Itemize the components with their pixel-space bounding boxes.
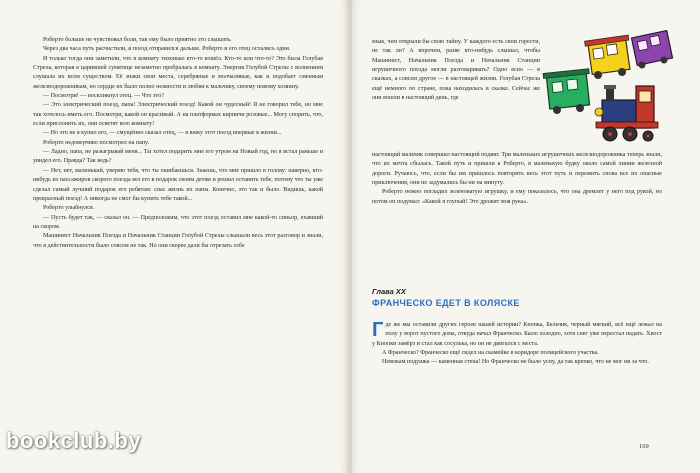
left-paragraph: — Посмотри! — воскликнул отец. — Что это? — [43, 93, 164, 100]
right-paragraph: настоящий мальчик совершил настоящий подвиг. Три маленьких игрушечных железнодорожника теперь знали, что их мечта сбылась. Такой путь и пришли к Роберто, в маленькую будку около самой линии железной дороги. Ручаюсь, что, если бы им пришлось повторить весь этот путь и пережить снова все их опасные приключения, они не задумались бы ни на минуту. — [372, 152, 662, 187]
left-paragraph: Машинист Начальник Поезда и Начальник Станции Голубой Стрелы слышали весь этот разговор и знали, что в действительности было совсем не так. Но они скорее дали бы отрезать себе — [33, 233, 323, 249]
page-number: 169 — [639, 443, 649, 450]
right-paragraph: Роберто нежно погладил зеленоватую игрушку, и ему показалось, что она дремлет у него под рукой, но потом он подумал: «Какой я глупый! Это дрожит моя рука». — [372, 189, 662, 205]
left-paragraph: Роберто недоверчиво посмотрел на папу. — [43, 139, 149, 146]
left-paragraph: — Это электрический поезд, папа! Электрический поезд! Какой он чудесный! Я не говорил тебе, но мне так хотелось иметь его. Посмотри, какой он красивый. А на платформах кирпичи розовые... Могу спорить, что, если прислонить их, они осветят всю комнату! — [33, 102, 323, 128]
left-paragraph: Роберто улыбнулся. — [43, 205, 95, 212]
left-paragraph: — Нет, нет, маленький, уверяю тебя, что ты ошибаешься. Знаешь, что мне пришло в голову: наверно, кто-нибудь из пассажиров скорого поезда вез его в подарок своим детям и решил оставить тебе, потому что ты уже сделал самый лучший подарок его ребятам: спас жизнь их папы. Конечно, это так и было. Видишь, какой прекрасный поезд! А никогда не смог бы купить тебе такой... — [33, 167, 323, 202]
right-middle-text — [372, 151, 662, 207]
chapter-title: ФРАНЧЕСКО ЕДЕТ В КОЛЯСКЕ — [372, 298, 520, 308]
drop-cap: Г — [372, 319, 384, 341]
left-paragraph: — Пусть будет так, — сказал он. — Предположим, что этот поезд оставил мне какой-то синьор, ехавший на скором. — [33, 214, 323, 230]
book-gutter — [348, 0, 352, 473]
purple-wagon-icon — [631, 31, 672, 69]
opening-text: де же мы оставили других героев нашей истории? Кнопка, Бельчик, черный мягкий, всё ещё лежал на полу у ворот пустого дома, откуда начал Франческо. Было холодно, хотя снег уже перестал падать. Хвост у Кнопки замёрз и стал как сосулька, но он не двигался с места. — [372, 322, 662, 347]
yellow-wagon-icon — [585, 35, 630, 79]
left-paragraph: Через два часа путь расчистили, и поезд отправился дальше. Роберто и его отец остались одни. — [43, 46, 291, 53]
left-paragraph: — Но это не я купил его, — смущённо сказал отец, — я вижу этот поезд впервые в жизни... — [43, 130, 282, 137]
chapter-opening-paragraph — [372, 321, 662, 349]
chapter-label: Глава XX — [372, 287, 406, 296]
green-wagon-icon — [543, 69, 590, 114]
right-paragraph: А Франческо? Франческо ещё сидел на скамейке в коридоре полицейского участка. — [382, 350, 599, 357]
site-watermark: bookclub.by — [6, 428, 142, 453]
right-top-text — [372, 38, 540, 103]
right-bottom-text — [372, 321, 662, 368]
left-paragraph: Роберто больше не чувствовал боли, так ему было приятно это слышать. — [43, 37, 232, 43]
right-paragraph: Невежам подушка — каменная стена! Но Франческо не было усну, да так крепко, что не мог ни за что. — [382, 359, 649, 366]
left-paragraph: — Ладно, папа, не разыгрывай меня... Ты хотел подарить мне его утром на Новый год, но я встал раньше и увидел его. Правда? Так ведь? — [33, 149, 323, 165]
left-paragraph: И только тогда они заметили, что в комнату тихонько кто-то вошёл. Кто-то или что-то? Это была Голубая Стрела, которая в царившей сумятице незаметно пробралась в комнату. Энергия Голубой Стрелы с волнением слушала их всем существом. Её знаки свои места, серебряные и молчаливые, как и подобает сменным железнодорожникам, но сердце их было полно нежности и любви к мальчику, своему новому хозяину. — [33, 55, 323, 90]
locomotive-icon — [595, 85, 658, 141]
right-paragraph: язык, чем открыли бы свою тайну. У каждого есть свои горести, не так ли? А впрочем, разве кто-нибудь слышал, чтобы Машинист, Начальник Поезда и Начальник Станции игрушечного поезда могли разговаривать? Одно ясно — в сказках, а совсем другое — в настоящей жизни. Голубая Стрела ещё немного по стране, пока находилась в сказке. Сейчас же они вошли в настоящий день, где — [372, 39, 540, 102]
toy-train-illustration — [540, 30, 680, 155]
left-page-text — [33, 36, 323, 251]
